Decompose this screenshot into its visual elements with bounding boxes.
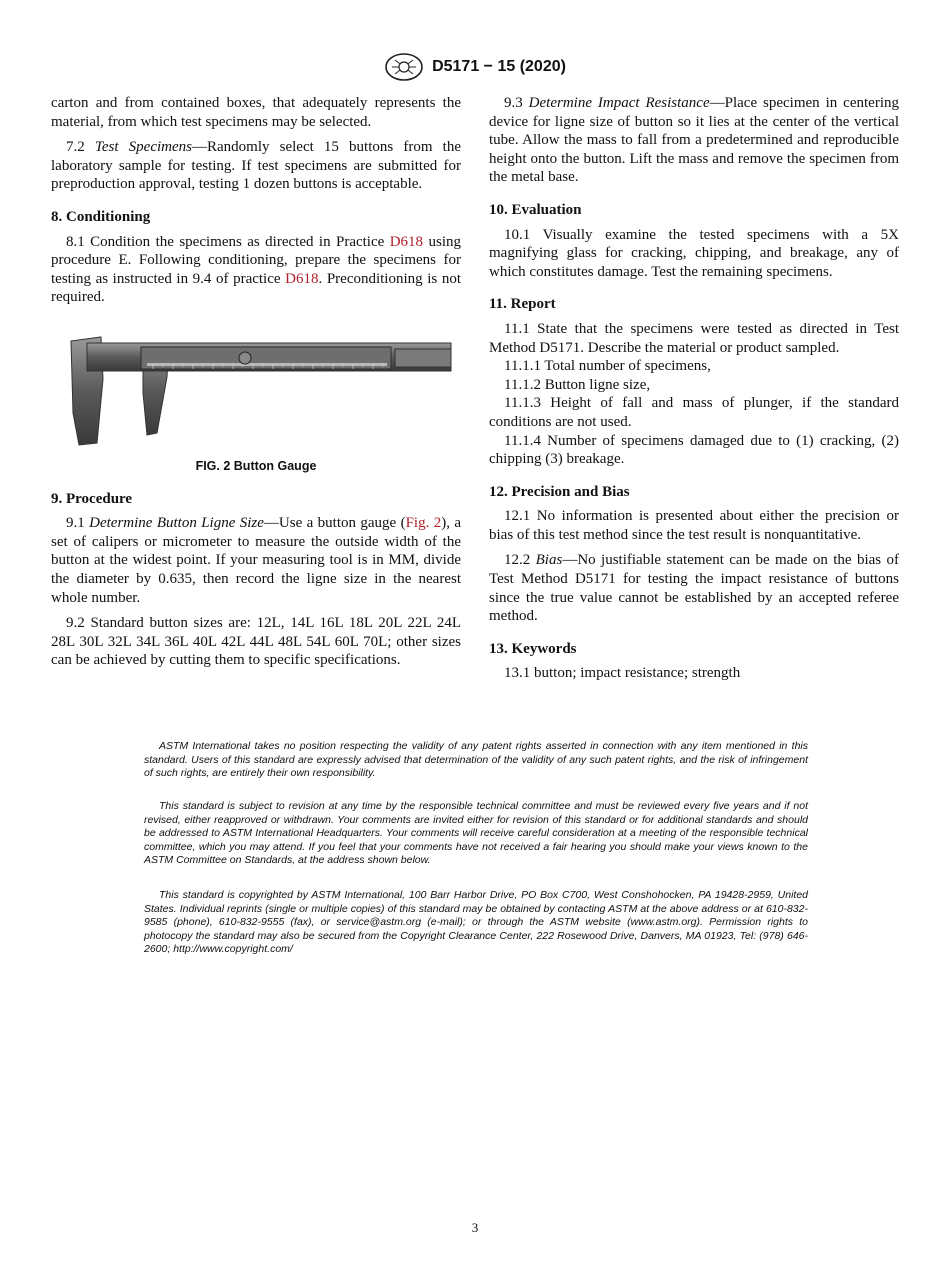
page-number: 3 (471, 1220, 479, 1235)
right-column (489, 94, 899, 683)
paragraph-8-1 (51, 233, 461, 307)
paragraph-13-1: 13.1 button; impact resistance; strength (504, 665, 741, 682)
paragraph-11-1: 11.1 State that the specimens were tested as directed in Test Method D5171. Describe the material or product sampled. (489, 320, 899, 356)
paragraph-10-1: 10.1 Visually examine the tested specimens with a 5X magnifying glass for cracking, chipping, and breakage, any of which constitutes damage. Test the remaining specimens. (489, 226, 899, 280)
paragraph-11-1-2: 11.1.2 Button ligne size, (504, 376, 651, 393)
clause-body: —Randomly select 15 buttons from the laboratory sample for testing. If test specimens are submitted for preproduction approval, testing 1 dozen buttons is acceptable. (51, 139, 461, 193)
section-heading-13: 13. Keywords (489, 640, 577, 657)
button-gauge-image (63, 333, 453, 449)
text-run: ), a set of calipers or micrometer to measure the outside width of the button at the widest point. If your measuring tool is in MM, divide the diameter by 0.635, then record the ligne size in the nearest whole number. (51, 515, 462, 606)
clause-number: 9.3 (504, 95, 523, 111)
paragraph-9-2: 9.2 Standard button sizes are: 12L, 14L 16L 18L 20L 22L 24L 28L 30L 32L 34L 36L 40L 42L 44L 48L 54L 60L 70L; other sizes can be achieved by cutting them to specific specifications. (51, 615, 461, 669)
paragraph-12-2 (489, 551, 899, 625)
clause-title: Bias (535, 552, 563, 569)
text-run: using procedure E. Following conditioning, prepare the specimens for testing as instructed in 9.4 of practice (51, 233, 461, 287)
text-run: —Use a button gauge ( (263, 515, 406, 532)
section-heading-10: 10. Evaluation (489, 201, 582, 218)
section-heading-11: 11. Report (489, 296, 556, 313)
left-column (51, 94, 461, 670)
link-d618[interactable]: D618 (285, 270, 319, 287)
paragraph-9-1 (51, 514, 461, 607)
paragraph-9-3 (489, 94, 899, 187)
clause-body: —Place specimen in centering device for ligne size of button so it lies at the center of the vertical tube. Allow the mass to fall from a predetermined and reproducible height onto the button. Lift the mass and remove the specimen from the metal base. (489, 95, 899, 186)
standard-designation: D5171 − 15 (2020) (432, 58, 566, 75)
paragraph-11-1-4: 11.1.4 Number of specimens damaged due to (1) cracking, (2) chipping (3) breakage. (489, 432, 899, 468)
link-d618[interactable]: D618 (389, 233, 424, 250)
clause-body: —No justifiable statement can be made on the bias of Test Method D5171 for testing the impact resistance of buttons since the true value cannot be established by an accepted referee method. (489, 552, 899, 625)
paragraph-11-1-3: 11.1.3 Height of fall and mass of plunger, if the standard conditions are not used. (489, 395, 899, 430)
link-fig-2[interactable]: Fig. 2 (405, 515, 442, 532)
clause-number: 12.2 (504, 552, 531, 569)
section-heading-9: 9. Procedure (51, 490, 133, 507)
paragraph-7-2 (51, 138, 461, 194)
paragraph-carton: carton and from contained boxes, that adequately represents the material, from which test specimens may be selected. (51, 95, 461, 130)
text-run: 8.1 Condition the specimens as directed in Practice (66, 233, 390, 250)
astm-logo-icon (384, 52, 424, 82)
clause-title: Determine Button Ligne Size (89, 515, 264, 532)
figure-caption: FIG. 2 Button Gauge (195, 458, 317, 473)
paragraph-11-1-1: 11.1.1 Total number of specimens, (504, 358, 711, 375)
revision-notice: This standard is subject to revision at any time by the responsible technical committee and must be reviewed every five years and if not revised, either reapproved or withdrawn. Your comments are invited either for revision of this standard or for additional standards and should be addressed to ASTM International Headquarters. Your comments will receive careful consideration at a meeting of the responsible technical committee, which you may attend. If you feel that your comments have not received a fair hearing you should make your views known to the ASTM Committee on Standards, at the address shown below. (144, 800, 808, 867)
section-heading-12: 12. Precision and Bias (489, 483, 630, 500)
paragraph-12-1: 12.1 No information is presented about either the precision or bias of this test method since the test result is nonquantitative. (489, 508, 899, 543)
section-heading-8: 8. Conditioning (51, 208, 151, 225)
patent-notice: ASTM International takes no position respecting the validity of any patent rights asserted in connection with any item mentioned in this standard. Users of this standard are expressly advised that determination of the validity of any such patent rights, and the risk of infringement of such rights, are entirely their own responsibility. (144, 740, 808, 780)
clause-title: Test Specimens (94, 139, 192, 156)
copyright-notice: This standard is copyrighted by ASTM International, 100 Barr Harbor Drive, PO Box C700, West Conshohocken, PA 19428-2959, United States. Individual reprints (single or multiple copies) of this standard may be obtained by contacting ASTM at the above address or at 610-832-9585 (phone), 610-832-9555 (fax), or service@astm.org (e-mail); or through the ASTM website (www.astm.org). Permission rights to photocopy the standard may also be secured from the Copyright Clearance Center, 222 Rosewood Drive, Danvers, MA 01923, Tel: (978) 646-2600; http://www.copyright.com/ (144, 889, 808, 956)
figure-button-gauge (51, 333, 461, 453)
clause-number: 7.2 (66, 139, 85, 156)
text-run: . Preconditioning is not required. (51, 270, 461, 306)
clause-number: 9.1 (66, 515, 85, 532)
clause-title: Determine Impact Resistance (528, 95, 710, 111)
page-header (0, 52, 950, 87)
